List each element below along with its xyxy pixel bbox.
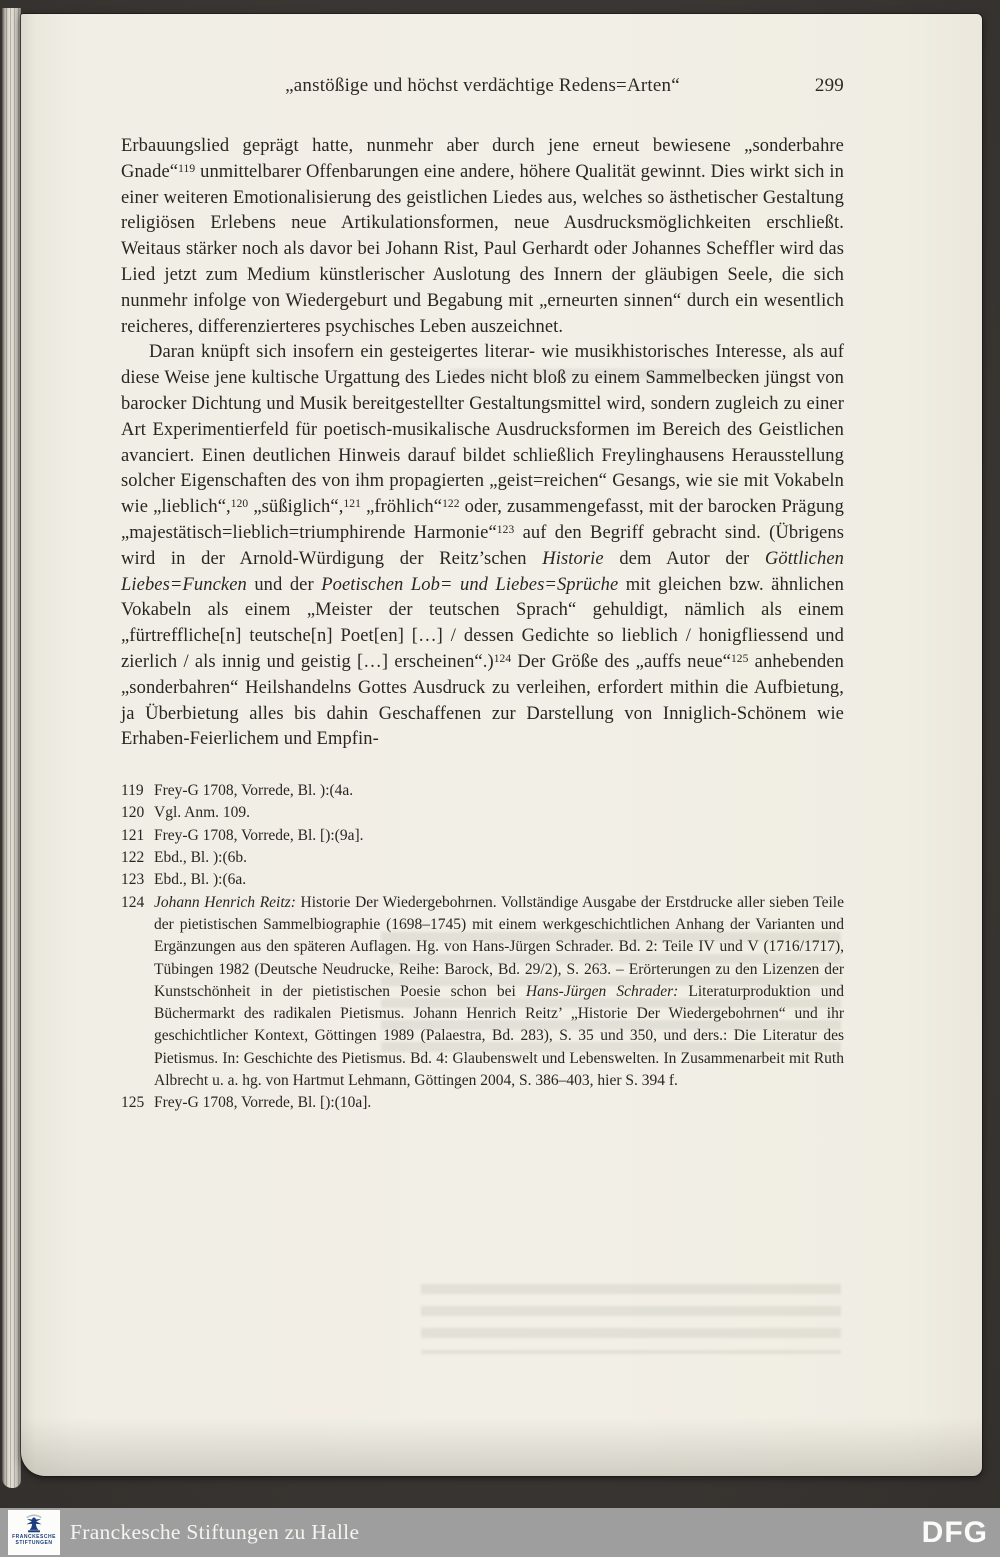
footnote-text: Johann Henrich Reitz: Historie Der Wiedergebohrnen. Vollständige Ausgabe der Erstdrucke aller sieben Teile der pietistischen Sammelbiographie (1698–1745) mit einem werkgeschichtlichen Anhang der Varianten und Ergänzungen aus den späteren Auflagen. Hg. von Hans-Jürgen Schrader. Bd. 2: Teile IV und V (1716/1717), Tübingen 1982 (Deutsche Neudrucke, Reihe: Barock, Bd. 29/2), S. 263. – Erörterungen zu den Lizenzen der Kunstschönheit in der pietistischen Poesie schon bei Hans-Jürgen Schrader: Literaturproduktion und Büchermarkt des radikalen Pietismus. Johann Henrich Reitz’ „Historie Der Wiedergebohrnen“ und ihr geschichtlicher Kontext, Göttingen 1989 (Palaestra, Bd. 283), S. 35 und 350, und ders.: Die Literatur des Pietismus. In: Geschichte des Pietismus. Bd. 4: Glaubenswelt und Lebenswelten. In Zusammenarbeit mit Ruth Albrecht u. a. hg. von Hartmut Lehmann, Göttingen 2004, S. 386–403, hier S. 394 f. (154, 893, 844, 1089)
footnote-number: 122 (121, 849, 145, 867)
footnote-text: Ebd., Bl. ):(6a. (154, 871, 247, 889)
footnote-item (121, 847, 844, 869)
footnote-number: 123 (121, 871, 145, 889)
dfg-logo[interactable]: DFG (921, 1516, 988, 1549)
franckesche-stiftungen-logo[interactable] (8, 1510, 60, 1555)
footnote-item (121, 1092, 844, 1114)
eagle-icon (23, 1513, 45, 1533)
body-paragraph-2: Daran knüpft sich insofern ein gesteigertes literar- wie musikhistorisches Interesse, als auf diese Weise jene kultische Urgattung des Liedes nicht bloß zu einem Sammelbecken jüngst von barocker Dichtung und Musik bereitgestellter Gestaltungsmittel wird, sondern zugleich zu einer Art Experimentierfeld für poetisch-musikalische Ausdrucksformen im Bereich des Geistlichen avanciert. Einen deutlichen Hinweis darauf bildet schließlich Freylinghausens Herausstellung solcher Eigenschaften des von ihm propagierten „geist=reichen“ Gesangs, wie sie mit Vokabeln wie „lieblich“,$^{120}$ „süßiglich“,$^{121}$ „fröhlich“$^{122}$ oder, zusammengefasst, mit der barocken Prägung „majestätisch=lieblich=triumphirende Harmonie“$^{123}$ auf den Begriff gebracht sind. (Übrigens wird in der Arnold-Würdigung der Reitz’schen Historie dem Autor der Göttlichen Liebes=Funcken und der Poetischen Lob= und Liebes=Sprüche mit gleichen bzw. ähnlichen Vokabeln als einem „Meister der teutschen Sprach“ gehuldigt, nämlich als einem „fürtreffliche[n] teutsche[n] Poet[en] […] / dessen Gedichte so lieblich / honigfliessend und zierlich / als innig und geistig […] erscheinen“.)$^{124}$ Der Größe des „auffs neue“$^{125}$ anhebenden „sonderbahren“ Heilshandelns Gottes Ausdruck zu verleihen, erfordert mithin die Aufbietung, ja Überbietung alles bis dahin Geschaffenen zur Darstellung von Inniglich-Schönem wie Erhaben-Feierlichem und Empfin- (121, 342, 845, 750)
footnote-number: 124 (121, 893, 145, 911)
footnote-text: Frey-G 1708, Vorrede, Bl. [):(10a]. (154, 1094, 372, 1112)
footnote-number: 120 (121, 804, 145, 822)
footnote-item (121, 802, 844, 824)
page-header (121, 75, 844, 101)
footnote-text: Ebd., Bl. ):(6b. (154, 849, 247, 867)
logo-text-line2: STIFTUNGEN (15, 1540, 53, 1546)
text-column (121, 14, 844, 1115)
book-edge-strip (2, 8, 21, 1488)
footnote-number: 119 (121, 782, 144, 800)
footnote-text: Frey-G 1708, Vorrede, Bl. ):(4a. (154, 782, 354, 800)
footnote-item (121, 825, 844, 847)
footnotes-section (121, 780, 844, 1114)
bleedthrough-artifact (421, 1284, 841, 1354)
body-paragraph-1: Erbauungslied geprägt hatte, nunmehr aber durch jene erneut bewiesene „sonderbahre Gnade“$^{119}$ unmittelbarer Offenbarungen eine andere, höhere Qualität gewinnt. Dies wirkt sich in einer weiteren Emotionalisierung des geistlichen Liedes aus, welches so ästhetischer Gestaltung religiösen Erlebens neue Artikulationsformen, neue Ausdrucksmöglichkeiten erschließt. Weitaus stärker noch als davor bei Johann Rist, Paul Gerhardt oder Johannes Scheffler wird das Lied jetzt zum Medium künstlerischer Auslotung des Innern der gläubigen Seele, die sich nunmehr infolge von Wiedergeburt und Begabung mit „erneurten sinnen“ durch ein wesentlich reicheres, differenzierteres psychisches Leben auszeichnet. (121, 136, 844, 337)
footnote-item (121, 780, 844, 802)
footnote-text: Frey-G 1708, Vorrede, Bl. [):(9a]. (154, 826, 364, 844)
page-number: 299 (814, 75, 844, 96)
footnote-item (121, 892, 844, 1093)
footnote-number: 125 (121, 1094, 145, 1112)
library-name-label: Franckesche Stiftungen zu Halle (70, 1520, 360, 1544)
logo-text-line1: FRANCKESCHE (12, 1534, 56, 1540)
footnote-number: 121 (121, 826, 145, 844)
running-title: „anstößige und höchst verdächtige Redens=Arten“ (285, 75, 680, 96)
footnote-text: Vgl. Anm. 109. (154, 804, 251, 822)
scanned-page (21, 14, 982, 1476)
footnote-item (121, 869, 844, 891)
viewer-footer-bar (0, 1508, 1000, 1557)
franckesche-logo-text (12, 1534, 56, 1546)
